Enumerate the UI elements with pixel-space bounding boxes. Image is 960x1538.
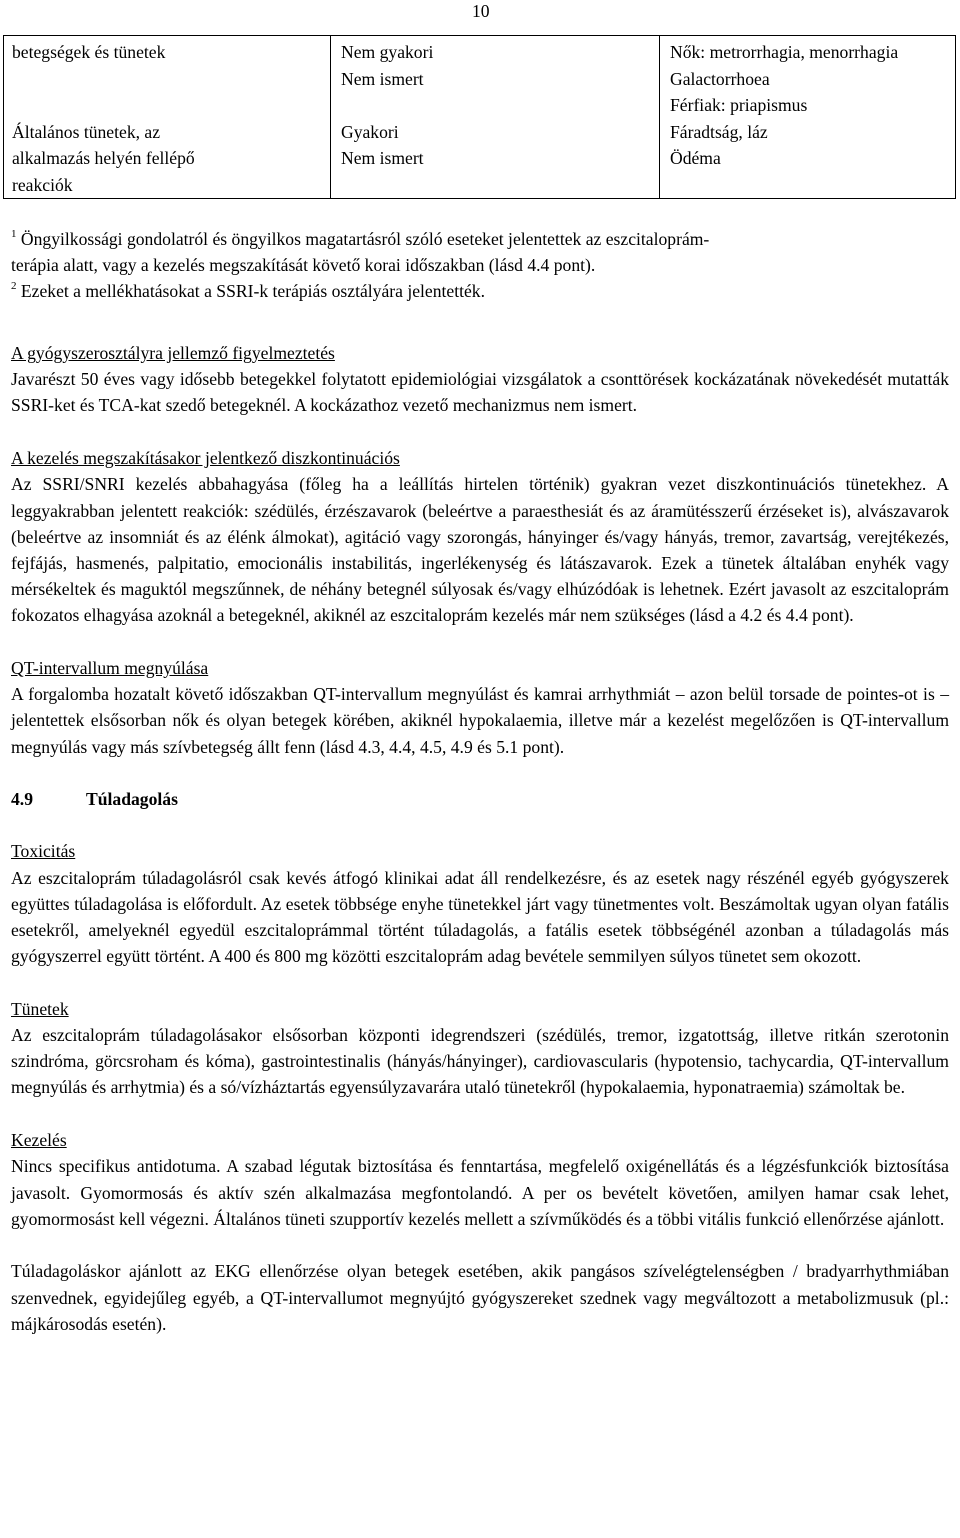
text-line: utaló tünetekről (hypokalaemia, hyponatraemia) számoltak be. — [464, 1077, 906, 1098]
section-paragraph — [11, 1258, 949, 1337]
footnote-text: Ezeket a mellékhatásokat a SSRI-k terápiás osztályára jelentették. — [20, 281, 485, 301]
text-line: Javarészt 50 éves vagy idősebb betegekkel folytatott epidemiológiai vizsgálatok a csonttörések — [11, 369, 689, 390]
section-paragraph — [11, 996, 949, 1101]
text-line: A forgalomba hozatalt követő időszakban QT-intervallum megnyúlást és kamrai arrhythmiát – azon — [11, 684, 724, 705]
text-line: hypokalaemia, illetve már a kezelést megelőzően is QT-intervallum megnyúlás vagy más szívbetegség — [11, 710, 949, 757]
page-number: 10 — [472, 1, 490, 21]
section-title: Toxicitás — [11, 841, 76, 862]
section-paragraph — [11, 445, 949, 628]
text-line: Nincs specifikus antidotuma. A szabad légutak biztosítása és fenntartása, megfelelő oxigénellátás és a — [11, 1156, 755, 1177]
section-ekg-note — [11, 1258, 949, 1337]
text-line: paraesthesiát és az áramütésszerű érzéseket is), alvászavarok (beleértve az insomniát és az élénk — [11, 500, 949, 547]
text-line: 400 és 800 mg közötti eszcitaloprám adag bevétele semmilyen súlyos tünetet sem okozott. — [224, 946, 862, 967]
text-line: hasmenés, palpitatio, emocionális instabilitás, ingerlékenység és látászavarok. Ezek a tünetek általában — [76, 552, 847, 573]
footnote-mark: 2 — [11, 280, 17, 292]
section-symptoms — [11, 996, 949, 1101]
table-cell-line: Gyakori — [341, 121, 399, 142]
footnotes — [11, 226, 949, 304]
section-paragraph — [11, 340, 949, 419]
text-line: légzésfunkciók biztosítása javasolt. Gyomormosás és aktív szén alkalmazása megfontolandó. A per os — [11, 1156, 949, 1203]
table-cell-line: Nem ismert — [341, 148, 424, 168]
adverse-effects-table — [3, 35, 956, 199]
text-line: állt fenn (lásd 4.3, 4.4, 4.5, 4.9 és 5.1 pont). — [257, 736, 565, 757]
section-paragraph — [11, 838, 949, 969]
section-paragraph — [11, 655, 949, 760]
effect-cell — [660, 119, 956, 199]
text-line: bevételt követően, amilyen hamar csak lehet, gyomormosást kell végezni. Általános tüneti szupportív — [11, 1182, 949, 1229]
effect-cell — [660, 36, 956, 119]
section-class-warning — [11, 340, 949, 419]
text-line: Az SSRI/SNRI kezelés abbahagyása (főleg ha a leállítás hirtelen történik) gyakran vezet — [11, 474, 706, 495]
section-qt-prolongation — [11, 655, 949, 760]
section-heading — [11, 786, 949, 812]
table-row — [4, 36, 956, 119]
table-cell-line: Általános tünetek, az — [12, 121, 161, 142]
table-cell-line: Nem ismert — [341, 68, 424, 89]
table-cell-line: betegségek és tünetek — [12, 42, 166, 62]
text-line: vagy tünetmentes volt. Beszámoltak ugyan olyan fatális esetekről, amelyeknél egyedül eszcitaloprámmal — [11, 893, 949, 940]
table-cell-line: Ödéma — [670, 148, 721, 168]
text-line: álmokat), agitáció vagy szorongás, hányinger és/vagy hányás, tremor, zavartság, verejtékezés, fejfájás, — [11, 526, 950, 573]
section-discontinuation — [11, 445, 949, 628]
text-line: belül torsade de pointes-ot is – jelentettek elsősorban nők és olyan betegek körében, akiknél — [11, 684, 949, 731]
table-cell-line: Nők: metrorrhagia, menorrhagia — [670, 42, 899, 62]
text-line: kockázatának növekedését mutatták SSRI-ket és TCA-kat szedő betegeknél. A kockázathoz vezető — [11, 369, 949, 416]
footnote-text: terápia alatt, vagy a kezelés megszakítását követő korai időszakban (lásd 4.4 pont). — [11, 255, 596, 275]
text-line: történt túladagolás, a fatális esetek többségénél azonban a túladagolás más gyógyszerrel együtt történt. A — [11, 919, 950, 967]
footnote — [11, 226, 949, 278]
text-line: részénél egyéb gyógyszerek együttes túladagolása is előfordult. Az esetek többsége enyhe tünetekkel járt — [11, 867, 949, 914]
text-line: Az eszcitaloprám túladagolásról csak kevés átfogó klinikai adat áll rendelkezésre, és az esetek nagy — [11, 867, 741, 888]
section-title: Kezelés — [11, 1130, 67, 1151]
adverse-effects-table-fragment — [3, 35, 956, 199]
text-line: szívelégtelenségben / bradyarrhythmiában szenvednek, egyidejűleg egyéb, a QT-intervallumot — [11, 1261, 949, 1308]
section-title: A gyógyszerosztályra jellemző figyelmeztetés — [11, 343, 335, 363]
table-row — [4, 119, 956, 199]
text-line: mechanizmus nem ismert. — [452, 395, 638, 416]
table-cell-line: Galactorrhoea — [670, 68, 770, 89]
organ-class-cell — [4, 119, 331, 199]
text-line: (hypotensio, tachycardia, QT-intervallum megnyúlás és arrhytmia) és a só/vízháztartás egyensúlyzavarára — [11, 1051, 949, 1098]
text-line: kezelés mellett a szívműködés és a többi vitális funkció ellenőrzése ajánlott. — [408, 1208, 945, 1229]
table-cell-line: Fáradtság, láz — [670, 121, 768, 142]
organ-class-cell — [4, 36, 331, 119]
table-cell-line: reakciók — [12, 174, 73, 195]
document-body — [11, 226, 949, 1337]
table-cell-line: alkalmazás helyén fellépő — [12, 148, 195, 168]
text-line: megnyújtó gyógyszereket szednek vagy megváltozott a metabolizmusuk (pl.: májkárosodás esetén). — [11, 1287, 949, 1334]
text-line: ritkán szerotonin szindróma, görcsroham és kóma), gastrointestinalis (hányás/hányinger), cardiovascularis — [11, 1025, 950, 1072]
text-line: eszcitaloprám kezelés már nem szükséges (lásd a 4.2 és 4.4 pont). — [390, 605, 854, 626]
table-cell-line: Férfiak: priapismus — [670, 95, 808, 115]
section-toxicity — [11, 838, 949, 969]
frequency-cell — [331, 36, 660, 119]
text-line: diszkontinuációs tünetekhez. A leggyakrabban jelentett reakciók: szédülés, érzészavarok (beleértve a — [11, 474, 949, 521]
footnote-mark: 1 — [11, 228, 17, 240]
footnote-text: Öngyilkossági gondolatról és öngyilkos magatartásról szóló eseteket jelentettek az eszcitaloprám- — [20, 229, 710, 249]
text-line: is lehetnek. Ezért javasolt az eszcitaloprám fokozatos elhagyása azoknál a betegeknél, akiknél az — [11, 579, 949, 626]
section-paragraph — [11, 1127, 949, 1232]
section-treatment — [11, 1127, 949, 1232]
section-title: Tünetek — [11, 998, 69, 1019]
text-line: Túladagoláskor ajánlott az EKG ellenőrzése olyan betegek esetében, akik pangásos — [11, 1261, 635, 1282]
text-line: Az eszcitaloprám túladagolásakor elsősorban központi idegrendszeri (szédülés, tremor, izgatottság, illetve — [11, 1025, 814, 1046]
text-line: enyhék vagy mérsékeltek és maguktól megszűnnek, de néhány betegnél súlyosak és/vagy elhúzódóak — [11, 552, 950, 600]
section-title: A kezelés megszakításakor jelentkező diszkontinuációs — [11, 448, 400, 469]
table-cell-line: Nem gyakori — [341, 42, 434, 62]
footnote — [11, 278, 949, 304]
frequency-cell — [331, 119, 660, 199]
section-heading-title: Túladagolás — [86, 789, 178, 810]
section-number: 4.9 — [11, 789, 33, 810]
section-title: QT-intervallum megnyúlása — [11, 658, 209, 679]
